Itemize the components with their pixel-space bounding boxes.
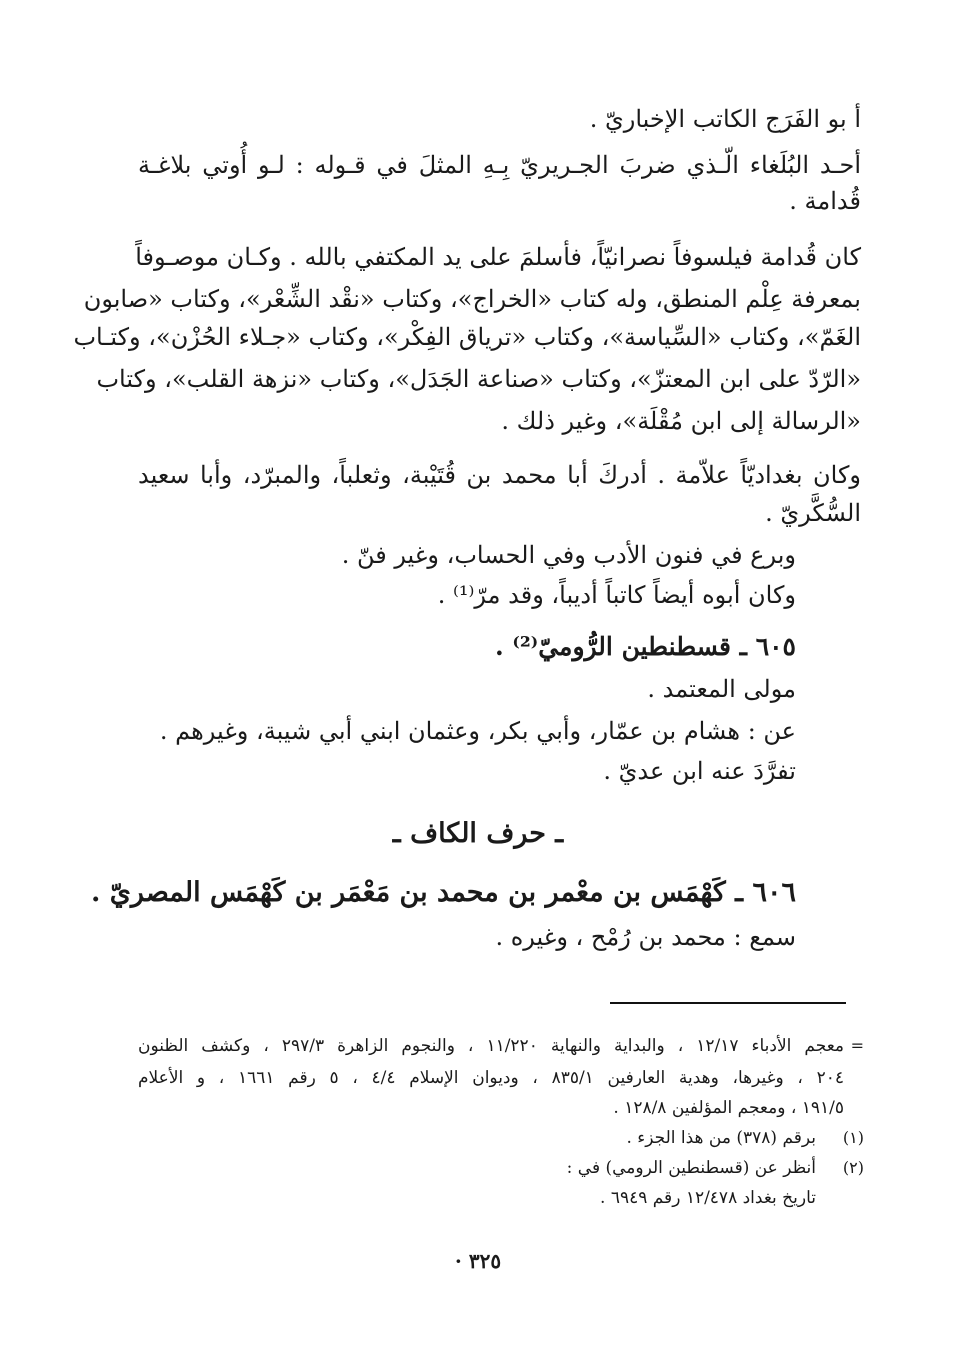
entry-605-line: مولى المعتمد .	[647, 675, 796, 703]
footnote-text: برقم (٣٧٨) من هذا الجزء .	[626, 1128, 816, 1148]
footnote-line: تاريخ بغداد ١٢/٤٧٨ رقم ٦٩٤٩ .	[600, 1188, 816, 1208]
paragraph-line: «الرسالة إلى ابن مُقْلَة»، وغير ذلك .	[501, 407, 861, 435]
footnote-line: ١٩١/٥ ، ومعجم المؤلفين ١٢٨/٨ .	[613, 1098, 844, 1118]
footnote-marker: (١)	[842, 1128, 864, 1147]
footnote-line: ٢٠٤ ، وغيرها، وهدية العارفين ٨٣٥/١ ، وديوان الإسلام ٤/٤ ، ٥ رقم ١٦٦١ ، و الأعلام	[138, 1068, 844, 1088]
footnote-text: أنظر عن (قسطنطين الرومي) في :	[566, 1158, 816, 1178]
footnote-divider	[610, 1002, 846, 1004]
paragraph-line: بمعرفة عِلْم المنطق، وله كتاب «الخراج»، وكتاب «نقْد الشِّعْر»، وكتاب «صابون	[83, 285, 861, 313]
entry-605-line: تفرَّدَ عنه ابن عديّ .	[603, 757, 796, 785]
entry-606-title: ٦٠٦ ـ كَهْمَس بن معْمر بن محمد بن مَعْمَر بن كَهْمَس المصريّ .	[90, 877, 796, 908]
paragraph-line: الغَمّ»، وكتاب «السِّياسة»، وكتاب «ترياق الفِكْر»، وكتاب «جـلاء الحُزْن»، وكتـاب	[73, 323, 861, 351]
paragraph-line: وكان بغداديّاً علاّمة . أدركَ أبا محمد بن قُتَيْبة، وثعلباً، والمبرّد، وأبا سعيد	[138, 461, 861, 489]
body-line: أ بو الفَرَج الكاتب الإخباريّ .	[589, 105, 861, 133]
entry-605-line: عن : هشام بن عمّار، وأبي بكر، وعثمان ابني أبي شيبة، وغيرهم .	[159, 717, 796, 745]
paragraph-line: السُّكَّريّ .	[765, 499, 861, 527]
footnote-marker: (٢)	[842, 1158, 864, 1177]
footnote-line: معجم الأدباء ١٢/١٧ ، والبداية والنهاية ١١/٢٢٠ ، والنجوم الزاهرة ٢٩٧/٣ ، وكشف الظنون	[138, 1036, 844, 1056]
paragraph-line: وبرع في فنون الأدب وفي الحساب، وغير فنّ .	[341, 541, 796, 569]
body-line: قُدامة .	[789, 187, 861, 215]
footnote-continuation-mark: =	[850, 1036, 864, 1055]
paragraph-line: «الرّدّ على ابن المعتزّ»، وكتاب «صناعة الجَدَل»، وكتاب «نزهة القلب»، وكتاب	[96, 365, 861, 393]
page-number: ٣٢٥ ·	[454, 1249, 502, 1273]
paragraph-line: وكان أبوه أيضاً كاتباً أديباً، وقد مرّ⁽¹⁾ .	[437, 581, 796, 609]
section-heading: ـ حرف الكاف ـ	[392, 818, 564, 849]
paragraph-line: كان قُدامة فيلسوفاً نصرانيّاً، فأسلمَ على يد المكتفي بالله . وكـان موصـوفاً	[135, 243, 861, 271]
body-line: أحـد البُلَغاء الّـذي ضربَ الجـريريّ بِـهِ المثلَ في قـوله : لـو أُوتي بلاغـة	[138, 151, 861, 179]
entry-605-title: ٦٠٥ ـ قسطنطين الرُّوميّ⁽²⁾ .	[494, 632, 796, 661]
entry-606-line: سمع : محمد بن رُمْح ، وغيره .	[495, 923, 796, 951]
